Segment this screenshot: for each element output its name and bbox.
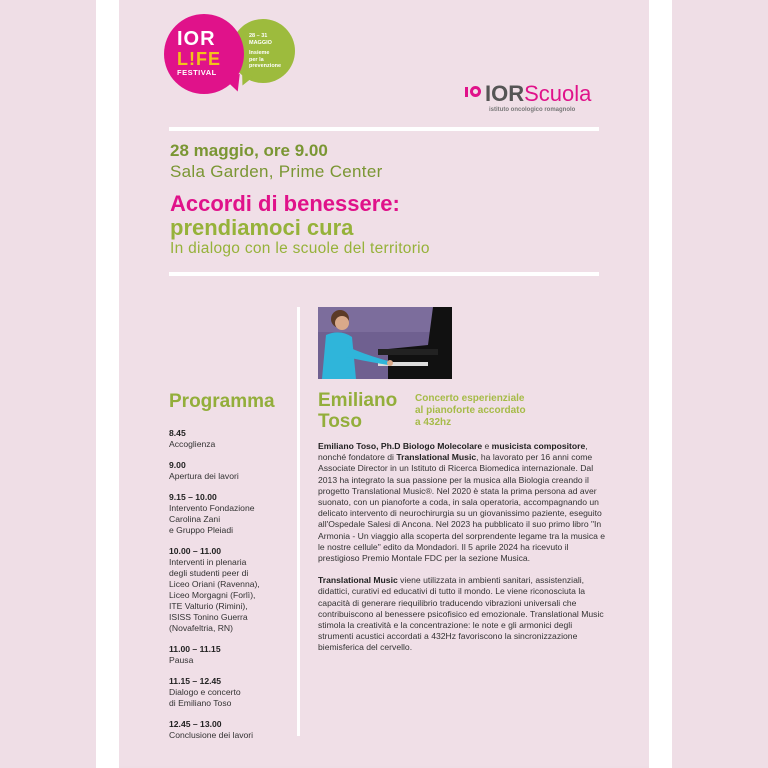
programme-desc: degli studenti peer di [169, 568, 249, 578]
programme-desc: e Gruppo Pleiadi [169, 525, 234, 535]
pianist-illustration-icon [318, 307, 452, 379]
programme-desc: (Novafeltria, RN) [169, 623, 233, 633]
programme-desc: Dialogo e concerto [169, 687, 241, 697]
logo-ior-text: IOR [177, 28, 216, 50]
programme-time: 11.15 – 12.45 [169, 676, 222, 686]
programme-item [169, 460, 289, 482]
concert-line: al pianoforte accordato [415, 405, 526, 416]
scuola-brand-scuola: Scuola [524, 81, 592, 106]
event-title-line2: prendiamoci cura [170, 215, 354, 240]
programme-desc: di Emiliano Toso [169, 698, 232, 708]
bio-paragraph-2 [318, 575, 608, 653]
bio-text: , [376, 441, 381, 451]
event-date: 28 maggio, ore 9.00 [170, 141, 328, 160]
logo-tagline [249, 50, 281, 70]
event-title-line1: Accordi di benessere: [170, 191, 400, 216]
programme-desc: Accoglienza [169, 439, 216, 449]
artist-name [318, 390, 397, 432]
concert-line: Concerto esperienziale [415, 393, 525, 404]
ior-mark-ring-icon [470, 86, 481, 97]
programme-desc: Interventi in plenaria [169, 557, 247, 567]
programme-item [169, 644, 289, 666]
programme-desc: ISISS Tonino Guerra [169, 612, 248, 622]
concert-description [415, 393, 526, 429]
bio-text: e [482, 441, 492, 451]
programme-item [169, 428, 289, 450]
concert-line: a 432hz [415, 417, 452, 428]
programme-item [169, 492, 289, 536]
programme-heading: Programma [169, 391, 275, 412]
bio-text: viene utilizzata in ambienti sanitari, assistenziali, didattici, curativi ed educativi di tutto il mondo. Le viene riconosciuta la capacità di generare riequilibrio traducendo vibrazioni universali che contribuiscono al benessere psicofisico ed emozionale. Translational Music stimola la creatività e la concentrazione: le note e gli armonici degli strumenti acustici accordati a 432Hz favoriscono la sincronizzazione biemisferica del cervello. [318, 575, 604, 653]
programme-time: 10.00 – 11.00 [169, 546, 222, 556]
bio-bold: musicista compositore [491, 441, 586, 451]
scuola-brand [485, 82, 591, 106]
left-white-strip [96, 0, 119, 768]
column-divider [297, 307, 300, 736]
scuola-subtitle: istituto oncologico romagnolo [489, 107, 576, 113]
scuola-brand-ior: IOR [485, 81, 525, 106]
programme-item [169, 546, 289, 634]
programme-list [169, 428, 289, 751]
programme-desc: Liceo Oriani (Ravenna), [169, 579, 260, 589]
bio-paragraph-1 [318, 441, 608, 564]
programme-item [169, 676, 289, 709]
bio-text: , nonché fondatore di [318, 441, 588, 463]
top-divider [169, 127, 599, 131]
bio-bold: Emiliano Toso [318, 441, 377, 451]
programme-desc: Pausa [169, 655, 194, 665]
pianist-photo [318, 307, 452, 379]
bio-bold: Translational Music [396, 452, 477, 463]
artist-first-name: Emiliano [318, 390, 398, 411]
logo-dates-month: MAGGIO [249, 40, 272, 46]
programme-desc: Conclusione dei lavori [169, 730, 254, 740]
programme-desc: Liceo Morgagni (Forlì), [169, 590, 256, 600]
programme-desc: Apertura dei lavori [169, 471, 239, 481]
middle-divider [169, 272, 599, 276]
logo-tagline-line: per la [249, 56, 264, 63]
programme-item [169, 719, 289, 741]
programme-time: 9.15 – 10.00 [169, 492, 217, 502]
bio-text: , ha lavorato per 16 anni come Associate Director in un Istituto di Ricerca Biomedica internazionale. Dal 2013 ha integrato la sua passione per la musica alla Biologia creando il progetto Translational Music®. Nel 2020 è stata la prima persona ad aver suonato, con un pianoforte a coda, in sala operatoria, accompagnando un delicato intervento di neurochirurgia su un giovanissimo paziente, eseguito all'Ospedale Salesi di Ancona. Nel 2023 ha pubblicato il suo primo libro "In Armonia - Un viaggio alla scoperta del sorprendente legame tra la musica e le nostre cellule" edito da Mondadori. Il 5 aprile 2024 ha ricevuto il prestigioso Premio Montale FDC per la sezione Musica. [318, 452, 606, 564]
bio-bold: Translational Music [318, 575, 398, 586]
logo-tagline-line: Insieme [249, 50, 270, 56]
artist-bio [318, 441, 608, 665]
programme-desc: Intervento Fondazione [169, 503, 255, 513]
programme-time: 8.45 [169, 428, 186, 438]
logo-dates [249, 33, 272, 47]
logo-festival-text: FESTIVAL [177, 68, 217, 77]
artist-last-name: Toso [318, 411, 362, 432]
event-subtitle: In dialogo con le scuole del territorio [170, 240, 430, 257]
bio-bold: Ph.D Biologo Molecolare [380, 441, 483, 451]
logo-life-text: L!FE [177, 49, 221, 69]
logo-dates-range: 28 – 31 [249, 33, 268, 39]
programme-time: 9.00 [169, 460, 186, 470]
programme-time: 12.45 – 13.00 [169, 719, 222, 729]
event-venue: Sala Garden, Prime Center [170, 162, 383, 181]
logo-tagline-line: prevenzione [249, 63, 282, 69]
right-white-strip [649, 0, 672, 768]
event-poster [119, 0, 649, 766]
programme-desc: ITE Valturio (Rimini), [169, 601, 248, 611]
ior-mark-bar-icon [465, 87, 468, 97]
programme-desc: Carolina Zani [169, 514, 221, 524]
programme-time: 11.00 – 11.15 [169, 644, 221, 654]
